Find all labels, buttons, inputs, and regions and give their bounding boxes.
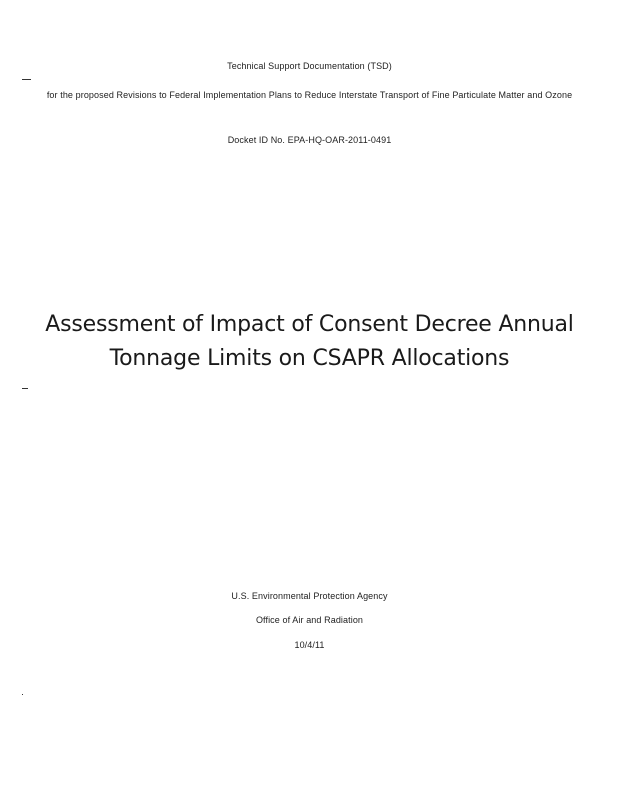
proposed-rule-subtitle: for the proposed Revisions to Federal Implementation Plans to Reduce Interstate Transport of Fine Particulate Matter and Ozone — [46, 90, 573, 100]
document-title-line-2: Tonnage Limits on CSAPR Allocations — [109, 346, 510, 371]
document-title-line-1: Assessment of Impact of Consent Decree Annual — [45, 312, 574, 337]
office-name: Office of Air and Radiation — [255, 615, 364, 625]
tsd-heading: Technical Support Documentation (TSD) — [227, 61, 392, 71]
docket-id: Docket ID No. EPA-HQ-OAR-2011-0491 — [227, 135, 392, 145]
scan-mark — [22, 388, 28, 389]
document-date: 10/4/11 — [294, 640, 325, 650]
agency-name: U.S. Environmental Protection Agency — [231, 591, 388, 601]
scan-mark — [22, 79, 31, 80]
scan-mark — [22, 694, 23, 695]
